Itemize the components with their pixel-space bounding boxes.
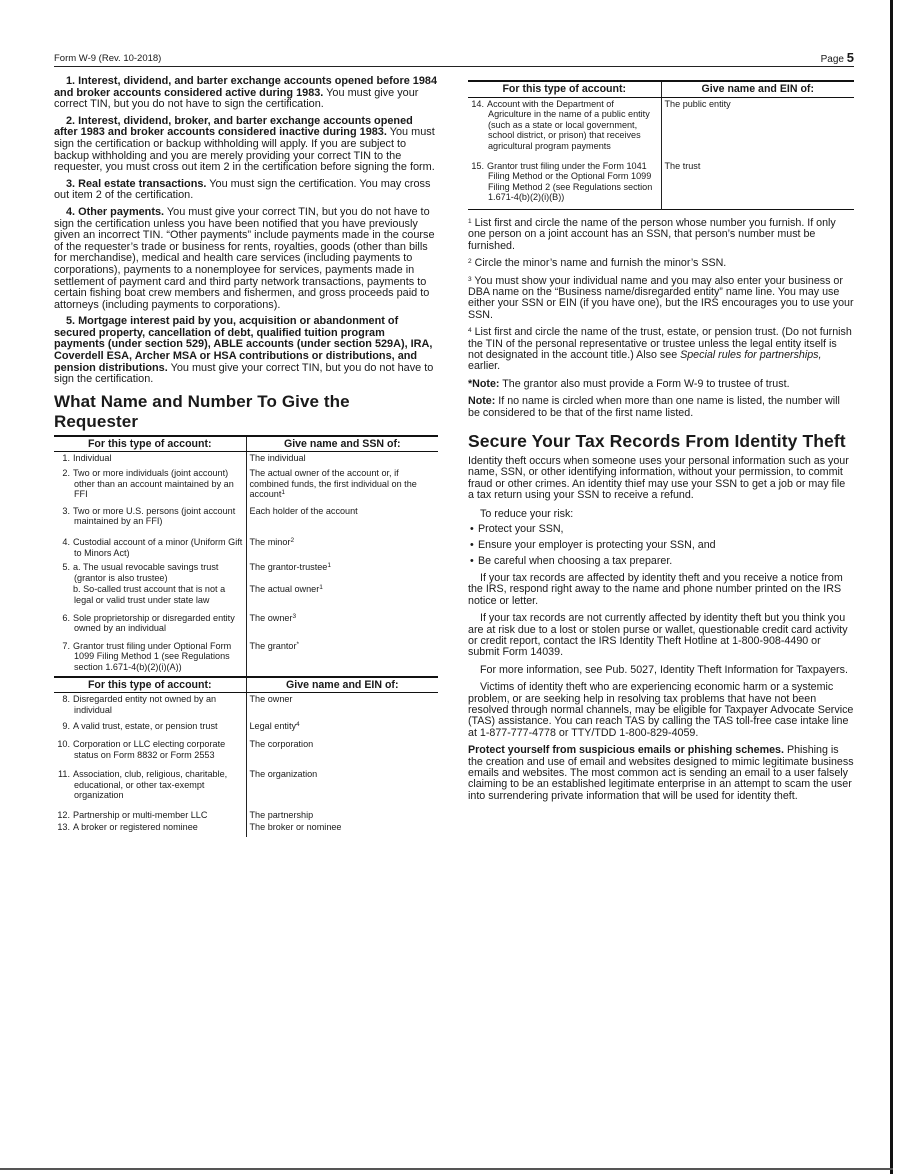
bullet-icon: • — [470, 539, 474, 552]
table-row: 1. Individual The individual — [54, 452, 438, 467]
left-column — [54, 76, 438, 837]
table-row: 9. A valid trust, estate, or pension trust Legal entity$^4$ — [54, 720, 438, 738]
identity-theft-tas: Victims of identity theft who are experiencing economic harm or a systemic problem, or are seeking help in resolving tax problems that have not been resolved through normal channels, may be eligible for Taxpayer Advocate Service (TAS) assistance. You can reach TAS by calling the TAS toll-free case intake line at 1-877-777-4778 or TTY/TDD 1-800-829-4059. — [468, 681, 854, 739]
table-row: 12. Partnership or multi-member LLC The partnership — [54, 809, 438, 822]
paragraph-item-4: 4. Other payments. You must give your correct TIN, but you do not have to sign the certification unless you have been notified that you have previously given an incorrect TIN. “Other payments” include payments made in the course of the requester’s trade or business for rents, royalties, goods (other than bills for merchandise), medical and health care services (including payments to corporations), payments to a nonemployee for services, payments made in settlement of payment card and third party network transactions, payments to certain fishing boat crew members and fishermen, and gross proceeds paid to attorneys (including payments to corporations). — [54, 205, 435, 311]
bullet-icon: • — [470, 555, 474, 568]
header-rule — [54, 66, 854, 67]
table-header-row — [54, 677, 438, 693]
column-header-ssn: Give name and SSN of: — [246, 436, 438, 452]
list-item: • Be careful when choosing a tax preparer. — [470, 555, 673, 568]
identity-theft-intro: Identity theft occurs when someone uses your personal information such as your name, SSN, or other identifying information, without your permission, to commit fraud or other crimes. An identity thief may use your SSN to get a job or may file a tax return using your SSN to receive a refund. — [468, 455, 849, 502]
paragraph-item-3: 3. Real estate transactions. You must sign the certification. You may cross out item 2 of the certification. — [54, 177, 431, 202]
table-row: 14. Account with the Department of Agriculture in the name of a public entity (such as a state or local government, school district, or prison) that receives agricultural program payments The public entity — [468, 97, 854, 159]
paragraph-item-1: 1. Interest, dividend, and barter exchange accounts opened before 1984 and broker accounts considered active during 1983. You must give your correct TIN, but you do not have to sign the certification. — [54, 75, 437, 111]
table-row: 11. Association, club, religious, charitable, educational, or other tax-exempt organization The organization — [54, 768, 438, 809]
column-header-ein: Give name and EIN of: — [246, 677, 438, 693]
table-row: 13. A broker or registered nominee The broker or nominee — [54, 821, 438, 837]
identity-theft-notice: If your tax records are affected by identity theft and you receive a notice from the IRS, respond right away to the name and phone number printed on the IRS notice or letter. — [468, 571, 843, 607]
ssn-table — [54, 435, 438, 837]
table-row: 8. Disregarded entity not owned by an individual The owner — [54, 693, 438, 721]
page-border-right — [890, 0, 893, 1174]
page-number: Page 5 — [820, 50, 854, 65]
table-row: 10. Corporation or LLC electing corporate status on Form 8832 or Form 2553 The corporation — [54, 738, 438, 768]
grantor-note: *Note: The grantor also must provide a Form W-9 to trustee of trust. — [468, 377, 790, 390]
paragraph-item-5: 5. Mortgage interest paid by you, acquisition or abandonment of secured property, cancellation of debt, qualified tuition program payments (under section 529), ABLE accounts (under section 529A), IRA, Coverdell ESA, Archer MSA or HSA contributions or distributions, and pension distributions. You must give your correct TIN, but you do not have to sign the certification. — [54, 315, 434, 386]
list-item: • Ensure your employer is protecting your SSN, and — [470, 539, 716, 552]
table-row: 2. Two or more individuals (joint account) other than an account maintained by an FFI The actual owner of the account or, if combined funds, the first individual on the account$^1$ — [54, 467, 438, 505]
reduce-risk-intro: To reduce your risk: — [480, 507, 574, 520]
form-id: Form W-9 (Rev. 10-2018) — [54, 53, 162, 64]
table-row: 7. Grantor trust filing under Optional Form 1099 Filing Method 1 (see Regulations section 1.671-4(b)(2)(i)(A)) The grantor* — [54, 640, 438, 677]
bullet-icon: • — [470, 522, 474, 535]
table-header-row — [54, 436, 438, 452]
paragraph-item-2: 2. Interest, dividend, broker, and barter exchange accounts opened after 1983 and broker accounts considered inactive during 1983. You must sign the certification or backup withholding will apply. If you are subject to backup withholding and you are merely providing your correct TIN to the requester, you must cross out item 2 in the certification before signing the form. — [54, 114, 435, 174]
circled-name-note: Note: If no name is circled when more than one name is listed, the number will be considered to be that of the first name listed. — [468, 395, 840, 419]
footnote-1: $^1$ List first and circle the name of the person whose number you furnish. If only one person on a joint account has an SSN, that person’s number must be furnished. — [468, 216, 836, 252]
right-column — [468, 80, 854, 808]
section-title-identity-theft: Secure Your Tax Records From Identity Theft — [468, 431, 846, 452]
page-border-bottom — [0, 1168, 893, 1170]
section-title-name-number: What Name and Number To Give the Requester — [54, 391, 350, 431]
table-row: 6. Sole proprietorship or disregarded entity owned by an individual The owner$^3$ — [54, 612, 438, 640]
ein-table-continued — [468, 80, 854, 210]
column-header-account: For this type of account: — [54, 436, 246, 452]
table-row: b. So-called trust account that is not a legal or valid trust under state law The actual owner$^1$ — [54, 583, 438, 611]
table-row: 15. Grantor trust filing under the Form 1041 Filing Method or the Optional Form 1099 Filing Method 2 (see Regulations section 1.671-4(b)(2)(i)(B)) The trust — [468, 160, 854, 210]
footnote-3: $^3$ You must show your individual name and you may also enter your business or DBA name on the “Business name/disregarded entity” name line. You may use either your SSN or EIN (if you have one), but the IRS encourages you to use your SSN. — [468, 274, 854, 321]
table-row: 3. Two or more U.S. persons (joint account maintained by an FFI) Each holder of the account — [54, 505, 438, 536]
footnote-4: $^4$ List first and circle the name of the trust, estate, or pension trust. (Do not furnish the TIN of the personal representative or trustee unless the legal entity itself is not designated in the account title.) Also see Special rules for partnerships, earlier. — [468, 326, 852, 373]
footnote-2: $^2$ Circle the minor’s name and furnish the minor’s SSN. — [468, 257, 727, 270]
identity-theft-risk: If your tax records are not currently affected by identity theft but you think you are at risk due to a lost or stolen purse or wallet, questionable credit card activity or credit report, contact the IRS Identity Theft Hotline at 1-800-908-4490 or submit Form 14039. — [468, 612, 848, 659]
list-item: • Protect your SSN, — [470, 522, 564, 535]
table-row: 5. a. The usual revocable savings trust (grantor is also trustee) The grantor-trustee$^1$ — [54, 561, 438, 583]
table-header-row — [468, 81, 854, 97]
column-header-account: For this type of account: — [54, 677, 246, 693]
column-header-account: For this type of account: — [468, 81, 661, 97]
column-header-ein: Give name and EIN of: — [661, 81, 854, 97]
identity-theft-more-info: For more information, see Pub. 5027, Identity Theft Information for Taxpayers. — [480, 663, 848, 676]
phishing-paragraph: Protect yourself from suspicious emails or phishing schemes. Phishing is the creation and use of email and websites designed to mimic legitimate business emails and websites. The most common act is sending an email to a user falsely claiming to be an established legitimate enterprise in an attempt to scam the user into surrendering private information that will be used for identity theft. — [468, 744, 854, 802]
table-row: 4. Custodial account of a minor (Uniform Gift to Minors Act) The minor$^2$ — [54, 536, 438, 561]
